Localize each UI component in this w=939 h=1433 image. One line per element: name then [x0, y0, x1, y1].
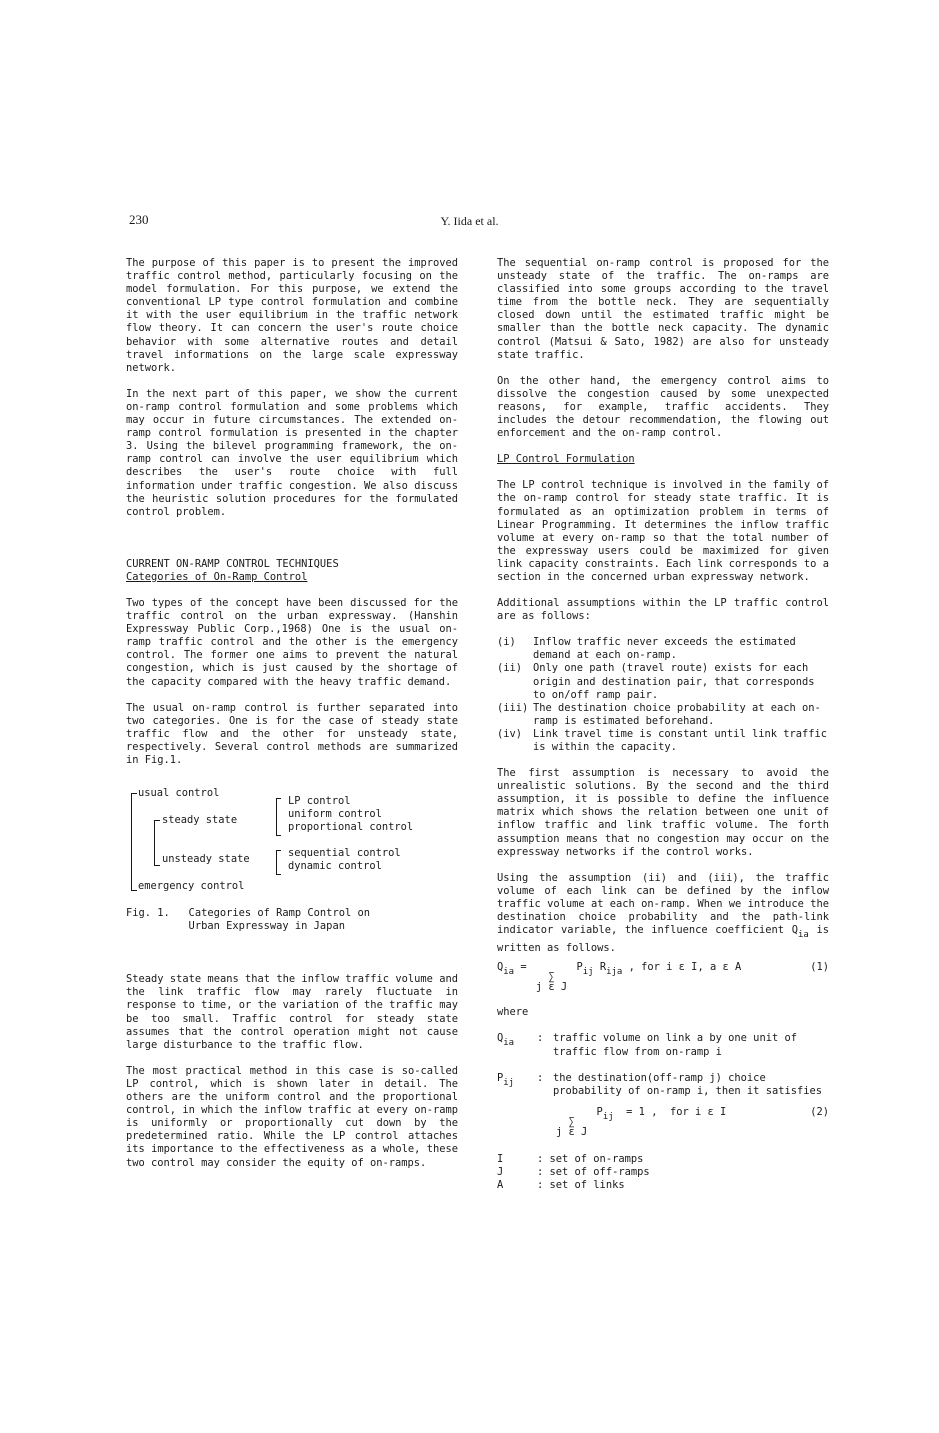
- assumption-text: Only one path (travel route) exists for each origin and destination pair, that corresponds to on/off ramp pair.: [533, 662, 815, 701]
- outer-bracket-bottom: [131, 890, 137, 891]
- equation-number: (2): [810, 1105, 829, 1118]
- unsteady-bracket-top: [276, 850, 281, 851]
- summation: [536, 972, 567, 992]
- equation-body: [497, 961, 741, 992]
- list-item: [497, 662, 829, 701]
- definition-symbol: [497, 1032, 537, 1058]
- sum-index: j ε J: [535, 981, 568, 994]
- categories-diagram: [126, 787, 458, 899]
- sum-index: j ε J: [556, 1125, 588, 1138]
- definition-text: traffic volume on link a by one unit of traffic flow from on-ramp i: [553, 1032, 797, 1058]
- subheading: Categories of On-Ramp Control: [126, 570, 308, 583]
- equation-2: [497, 1106, 829, 1137]
- math-symbol: Q: [791, 924, 798, 937]
- math-symbol: Q: [497, 961, 504, 974]
- list-item: [497, 636, 829, 662]
- math-subscript: ij: [602, 1111, 614, 1122]
- math-symbol: P: [576, 961, 583, 974]
- outer-bracket-vertical: [131, 793, 132, 891]
- paragraph: The most practical method in this case is so-called LP control, which is shown later in detail. The others are the uniform control and the proportional control, in which the inflow traffic at every on-ramp is uniformly or proportionally cut down by the predetermined ratio. While the LP control attaches its importance to the effectiveness as a whole, these two control may consider the equity of on-ramps.: [126, 1064, 458, 1169]
- paragraph-text: is written as follows.: [497, 924, 829, 955]
- outer-bracket-top: [131, 793, 137, 794]
- set-text: : set of on-ramps: [537, 1152, 644, 1165]
- math-symbol: P: [497, 1071, 504, 1084]
- diagram-sequential-control: sequential control: [288, 847, 401, 860]
- diagram-proportional-control: proportional control: [288, 821, 414, 834]
- math-symbol: R: [599, 961, 607, 974]
- page-number: 230: [129, 212, 149, 227]
- definition-item: [497, 1032, 829, 1058]
- math-subscript: ia: [503, 967, 515, 978]
- steady-bracket-top: [276, 798, 281, 799]
- definitions: [497, 1032, 829, 1097]
- inner-bracket-top: [154, 820, 160, 821]
- steady-bracket-vertical: [276, 798, 277, 836]
- sum-sign: ∑: [548, 971, 555, 984]
- diagram-uniform-control: uniform control: [288, 808, 382, 821]
- paragraph: [497, 872, 829, 956]
- assumption-text: Link travel time is constant until link traffic is within the capacity.: [533, 727, 828, 753]
- figure-caption: Fig. 1. Categories of Ramp Control on Urban Expressway in Japan: [126, 907, 370, 933]
- set-symbol: I: [497, 1152, 504, 1165]
- diagram-dynamic-control: dynamic control: [288, 860, 382, 873]
- paragraph: Two types of the concept have been discussed for the traffic control on the urban expressway. (Hanshin Expressway Public Corp.,1968) One is the usual on-ramp traffic control and the other is the emergency control. The former one aims to prevent the natural congestion, which is just caused by the shortage of the capacity compared with the heavy traffic demand.: [126, 596, 458, 688]
- equation-number: (1): [810, 961, 829, 974]
- equation-rhs: = 1 ,: [626, 1105, 658, 1118]
- assumption-number: (i): [497, 636, 516, 649]
- inner-bracket-vertical: [154, 820, 155, 865]
- steady-bracket-bottom: [276, 835, 281, 836]
- definition-symbol: [497, 1072, 537, 1098]
- set-symbol: J: [497, 1165, 504, 1178]
- math-subscript: ij: [503, 1077, 515, 1088]
- set-text: : set of links: [537, 1178, 625, 1191]
- paragraph: In the next part of this paper, we show the current on-ramp control formulation and some problems which may occur in future circumstances. The extended on-ramp control formulation is presented in the chapter 3. Using the bilevel programming framework, the on-ramp control can involve the user equilibrium which describes the user's route choice with full information under traffic congestion. We also discuss the heuristic solution procedures for the formulated control problem.: [126, 387, 458, 518]
- inner-bracket-bottom: [154, 865, 160, 866]
- set-symbol: A: [497, 1178, 504, 1191]
- math-subscript: ij: [582, 967, 594, 978]
- equation-condition: for i ε I: [669, 1105, 727, 1118]
- paragraph: The LP control technique is involved in the family of the on-ramp control for steady state traffic. It is formulated as an optimization problem in terms of Linear Programming. It determines the inflow traffic volume at every on-ramp so that the total number of the expressway users could be maximized for given link capacity constraints. Each link corresponds to a section in the concerned urban expressway network.: [497, 479, 829, 583]
- math-symbol: Q: [497, 1032, 504, 1045]
- diagram-emergency-control: emergency control: [138, 880, 245, 893]
- unsteady-bracket-bottom: [276, 874, 281, 875]
- list-item: [497, 702, 829, 728]
- set-item: [497, 1153, 829, 1166]
- subheading: LP Control Formulation: [497, 453, 635, 466]
- list-item: [497, 728, 829, 754]
- assumption-text: The destination choice probability at each on-ramp is estimated beforehand.: [533, 701, 821, 727]
- paragraph: Additional assumptions within the LP traffic control are as follows:: [497, 597, 829, 623]
- right-column: [497, 257, 829, 1192]
- paragraph: On the other hand, the emergency control aims to dissolve the congestion caused by some unexpected reasons, for example, traffic accidents. They includes the detour recommendation, the flowing out enforcement and the on-ramp control.: [497, 374, 829, 440]
- math-symbol: P: [596, 1105, 603, 1118]
- assumption-number: (ii): [497, 662, 523, 675]
- left-column: [126, 257, 458, 1183]
- assumption-number: (iv): [497, 727, 523, 740]
- set-item: [497, 1179, 829, 1192]
- paragraph: The purpose of this paper is to present the improved traffic control method, particularly focusing on the model formulation. For this purpose, we extend the conventional LP type control formulation and combine it with the user equilibrium in the traffic network flow theory. It can concern the user's route choice behavior with some alternative routes and detail travel informations on the large scale expressway network.: [126, 257, 458, 374]
- equation-condition: , for i ε I, a ε A: [628, 961, 742, 974]
- equation-body: [553, 1106, 726, 1137]
- definition-text: the destination(off-ramp j) choice probability of on-ramp i, then it satisfies: [553, 1071, 822, 1097]
- paragraph: The first assumption is necessary to avoid the unrealistic solutions. By the second and the third assumption, it is possible to define the influence matrix which shows the relation between one unit of inflow traffic and link traffic volume. The forth assumption means that no congestion may occur on the expressway networks if the control works.: [497, 767, 829, 858]
- diagram-usual-control: usual control: [138, 787, 220, 800]
- paragraph: Steady state means that the inflow traffic volume and the link traffic flow may rarely fluctuate in response to time, or the variation of the traffic may be too small. Traffic control for steady state assumes that the control operation might not cause large disturbance to the traffic flow.: [126, 973, 458, 1051]
- section-heading: CURRENT ON-RAMP CONTROL TECHNIQUES: [126, 557, 339, 570]
- sum-sign: ∑: [568, 1115, 575, 1128]
- assumption-text: Inflow traffic never exceeds the estimated demand at each on-ramp.: [533, 636, 796, 662]
- assumption-list: [497, 636, 829, 754]
- diagram-steady-state: steady state: [162, 814, 238, 827]
- diagram-lp-control: LP control: [288, 795, 351, 808]
- definition-item: [497, 1072, 829, 1098]
- math-subscript: ia: [503, 1038, 515, 1049]
- unsteady-bracket-vertical: [276, 850, 277, 875]
- paragraph: The usual on-ramp control is further separated into two categories. One is for the case of steady state traffic flow and the other for unsteady state, respectively. Several control methods are summarized in Fig.1.: [126, 701, 458, 766]
- summation: [556, 1117, 587, 1137]
- set-text: : set of off-ramps: [537, 1165, 650, 1178]
- set-definitions: [497, 1153, 829, 1192]
- paragraph: The sequential on-ramp control is proposed for the unsteady state of the traffic. The on-ramps are classified into some groups according to the travel time from the bottle neck. They are sequentially closed down until the estimated traffic might be smaller than the bottle neck capacity. The dynamic control (Matsui & Sato, 1982) are also for unsteady state traffic.: [497, 257, 829, 361]
- where-label: where: [497, 1006, 529, 1019]
- definition-colon: :: [537, 1071, 544, 1084]
- equation-1: [497, 961, 829, 992]
- running-head: Y. Iida et al.: [440, 214, 499, 228]
- diagram-unsteady-state: unsteady state: [162, 853, 250, 866]
- equals-sign: =: [520, 961, 527, 974]
- math-subscript: ija: [606, 967, 623, 978]
- assumption-number: (iii): [497, 701, 529, 714]
- definition-colon: :: [537, 1032, 544, 1045]
- math-subscript: ia: [797, 930, 809, 941]
- set-item: [497, 1166, 829, 1179]
- paragraph-text: Using the assumption (ii) and (iii), the traffic volume of each link can be defined by the inflow traffic volume at each on-ramp. When we introduce the destination choice probability and the path-link indicator variable, the influence coefficient: [497, 871, 829, 937]
